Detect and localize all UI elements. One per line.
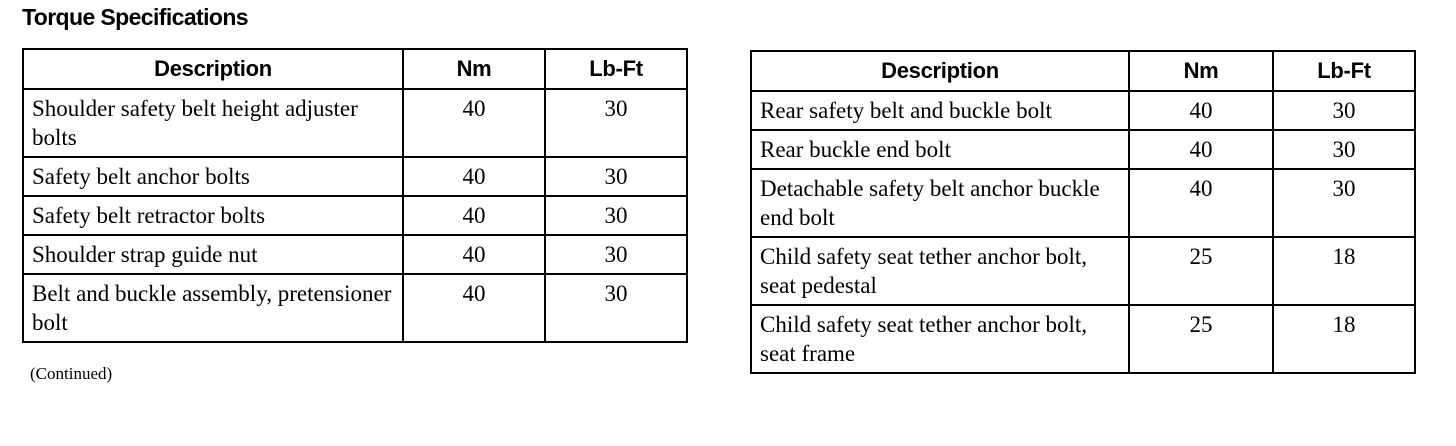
row-description: Child safety seat tether anchor bolt, seat frame <box>751 305 1129 373</box>
torque-table-right <box>750 50 1416 374</box>
table-row <box>23 196 687 235</box>
column-header-lbft: Lb-Ft <box>1273 51 1415 91</box>
table-row <box>751 130 1415 169</box>
column-header-lbft: Lb-Ft <box>545 49 687 89</box>
page-title: Torque Specifications <box>22 4 248 30</box>
row-lbft-value: 30 <box>1273 169 1415 237</box>
row-lbft-value: 30 <box>545 274 687 342</box>
row-nm-value: 40 <box>1129 130 1273 169</box>
table-row <box>751 237 1415 305</box>
row-description: Shoulder strap guide nut <box>23 235 403 274</box>
table-row <box>23 89 687 157</box>
row-lbft-value: 30 <box>545 196 687 235</box>
row-lbft-value: 30 <box>1273 91 1415 130</box>
row-lbft-value: 30 <box>545 157 687 196</box>
row-nm-value: 40 <box>403 274 545 342</box>
table-row <box>23 235 687 274</box>
column-header-description: Description <box>751 51 1129 91</box>
table-header-row <box>23 49 687 89</box>
row-description: Detachable safety belt anchor buckle end bolt <box>751 169 1129 237</box>
table-row <box>751 91 1415 130</box>
row-description: Shoulder safety belt height adjuster bolts <box>23 89 403 157</box>
row-nm-value: 25 <box>1129 305 1273 373</box>
row-lbft-value: 30 <box>545 89 687 157</box>
torque-table-left <box>22 48 688 343</box>
row-lbft-value: 30 <box>1273 130 1415 169</box>
table-row <box>751 169 1415 237</box>
table-row <box>23 274 687 342</box>
row-nm-value: 40 <box>403 89 545 157</box>
row-description: Safety belt anchor bolts <box>23 157 403 196</box>
row-description: Belt and buckle assembly, pretensioner bolt <box>23 274 403 342</box>
row-lbft-value: 18 <box>1273 237 1415 305</box>
continued-note: (Continued) <box>30 364 113 383</box>
row-nm-value: 40 <box>1129 91 1273 130</box>
row-description: Child safety seat tether anchor bolt, seat pedestal <box>751 237 1129 305</box>
row-nm-value: 25 <box>1129 237 1273 305</box>
table-header-row <box>751 51 1415 91</box>
column-header-description: Description <box>23 49 403 89</box>
row-nm-value: 40 <box>403 157 545 196</box>
row-nm-value: 40 <box>1129 169 1273 237</box>
row-description: Rear buckle end bolt <box>751 130 1129 169</box>
table-row <box>751 305 1415 373</box>
row-lbft-value: 18 <box>1273 305 1415 373</box>
row-nm-value: 40 <box>403 196 545 235</box>
column-header-nm: Nm <box>403 49 545 89</box>
column-header-nm: Nm <box>1129 51 1273 91</box>
row-lbft-value: 30 <box>545 235 687 274</box>
row-description: Rear safety belt and buckle bolt <box>751 91 1129 130</box>
row-nm-value: 40 <box>403 235 545 274</box>
row-description: Safety belt retractor bolts <box>23 196 403 235</box>
table-row <box>23 157 687 196</box>
